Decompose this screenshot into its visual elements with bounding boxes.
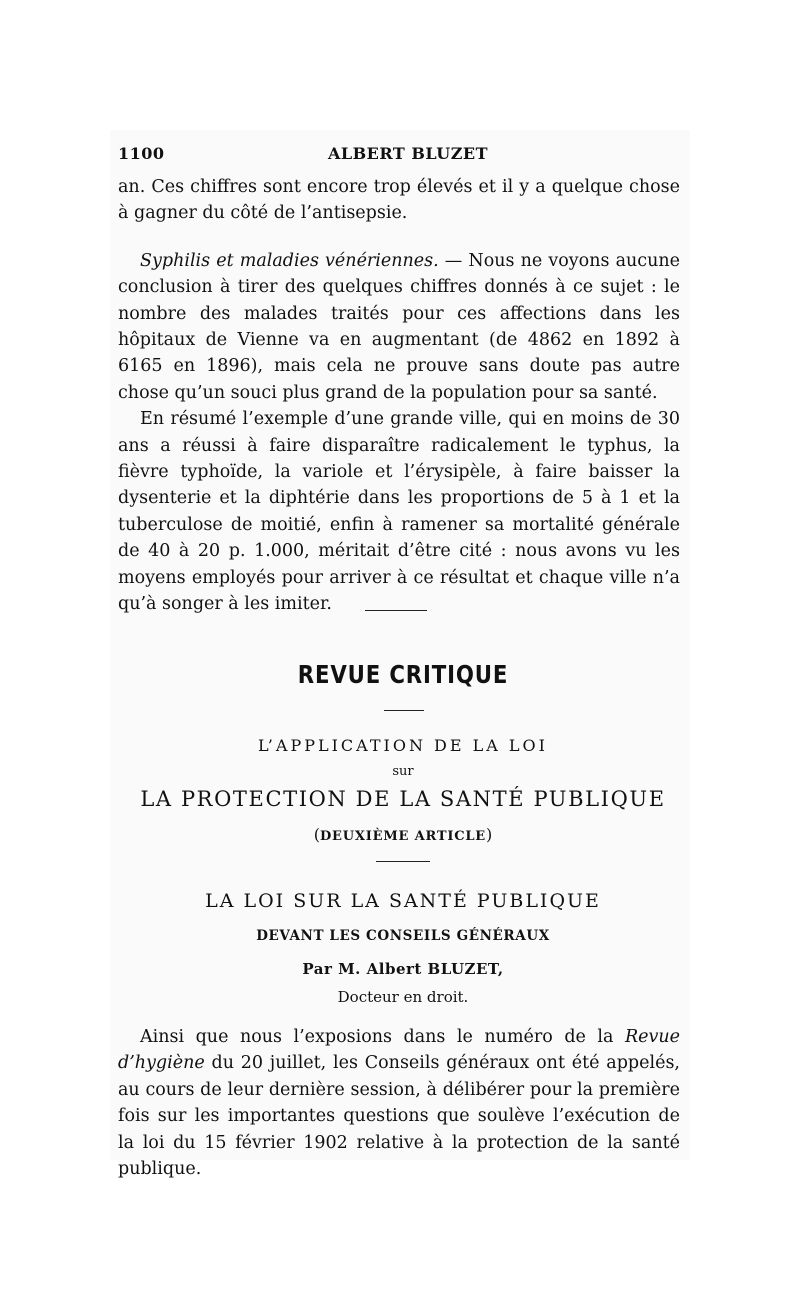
paragraph-syphilis-text: — Nous ne voyons aucune conclusion à tirer des quelques chiffres donnés à ce sujet : le nombre des malades traités pour ces affections dans les hôpitaux de Vienne va en augmentant (de 4862 en 1892 à 6165 en 1896), mais cela ne prouve sans doute pas autre chose qu’un souci plus grand de la population pour sa santé. — [118, 250, 680, 403]
author-title: Docteur en droit. — [337, 988, 469, 1006]
author-byline: Par M. Albert BLUZET, — [302, 960, 504, 978]
page-number: 1100 — [118, 144, 165, 163]
intro-after: du 20 juillet, les Conseils généraux ont été appelés, au cours de leur dernière session, à délibérer pour la première fois sur les importantes questions que soulève l’exécution de la loi du 15 février 1902 relative à la protection de la santé publique. — [118, 1053, 680, 1180]
paragraph-syphilis — [118, 248, 680, 406]
revue-critique-heading: REVUE CRITIQUE — [297, 660, 509, 689]
section-title: LA LOI SUR LA SANTÉ PUBLIQUE — [205, 890, 601, 912]
paragraph-intro — [118, 1024, 680, 1182]
paragraph-syphilis-heading: Syphilis et maladies vénériennes. — [140, 250, 439, 271]
section-subtitle: DEVANT LES CONSEILS GÉNÉRAUX — [256, 928, 550, 944]
subtitle-text: DEUXIÈME ARTICLE — [319, 829, 487, 844]
paragraph-antisepsie: an. Ces chiffres sont encore trop élevés et il y a quelque chose à gagner du côté de l’antisepsie. — [118, 177, 680, 224]
running-title: ALBERT BLUZET — [327, 144, 488, 163]
article-title-line1: L’APPLICATION DE LA LOI — [258, 736, 548, 755]
subtitle-close-paren: ) — [486, 825, 493, 844]
article-subtitle — [118, 825, 688, 844]
heading-rule — [384, 710, 424, 711]
section-continued-text — [118, 174, 680, 618]
article-title-line2: LA PROTECTION DE LA SANTÉ PUBLIQUE — [140, 787, 666, 811]
section-separator-rule — [365, 610, 427, 611]
subtitle-open-paren: ( — [313, 825, 320, 844]
subtitle-rule — [376, 861, 430, 862]
intro-journal: Revue d’hygiène — [118, 1027, 680, 1074]
paragraph-resume: En résumé l’exemple d’une grande ville, qui en moins de 30 ans a réussi à faire disparaître radicalement le typhus, la fièvre typhoïde, la variole et l’érysipèle, à faire baisser la dysenterie et la diphtérie dans les proportions de 5 à 1 et la tuberculose de moitié, enfin à ramener sa mortalité générale de 40 à 20 p. 1.000, méritait d’être cité : nous avons vu les moyens employés pour arriver à ce résultat et chaque ville n’a qu’à songer à les imiter. — [118, 409, 680, 615]
intro-before: Ainsi que nous l’exposions dans le numéro de la — [140, 1027, 625, 1047]
running-head — [118, 144, 678, 168]
article-title-sur: sur — [392, 764, 414, 779]
article-intro-text — [118, 1024, 680, 1182]
